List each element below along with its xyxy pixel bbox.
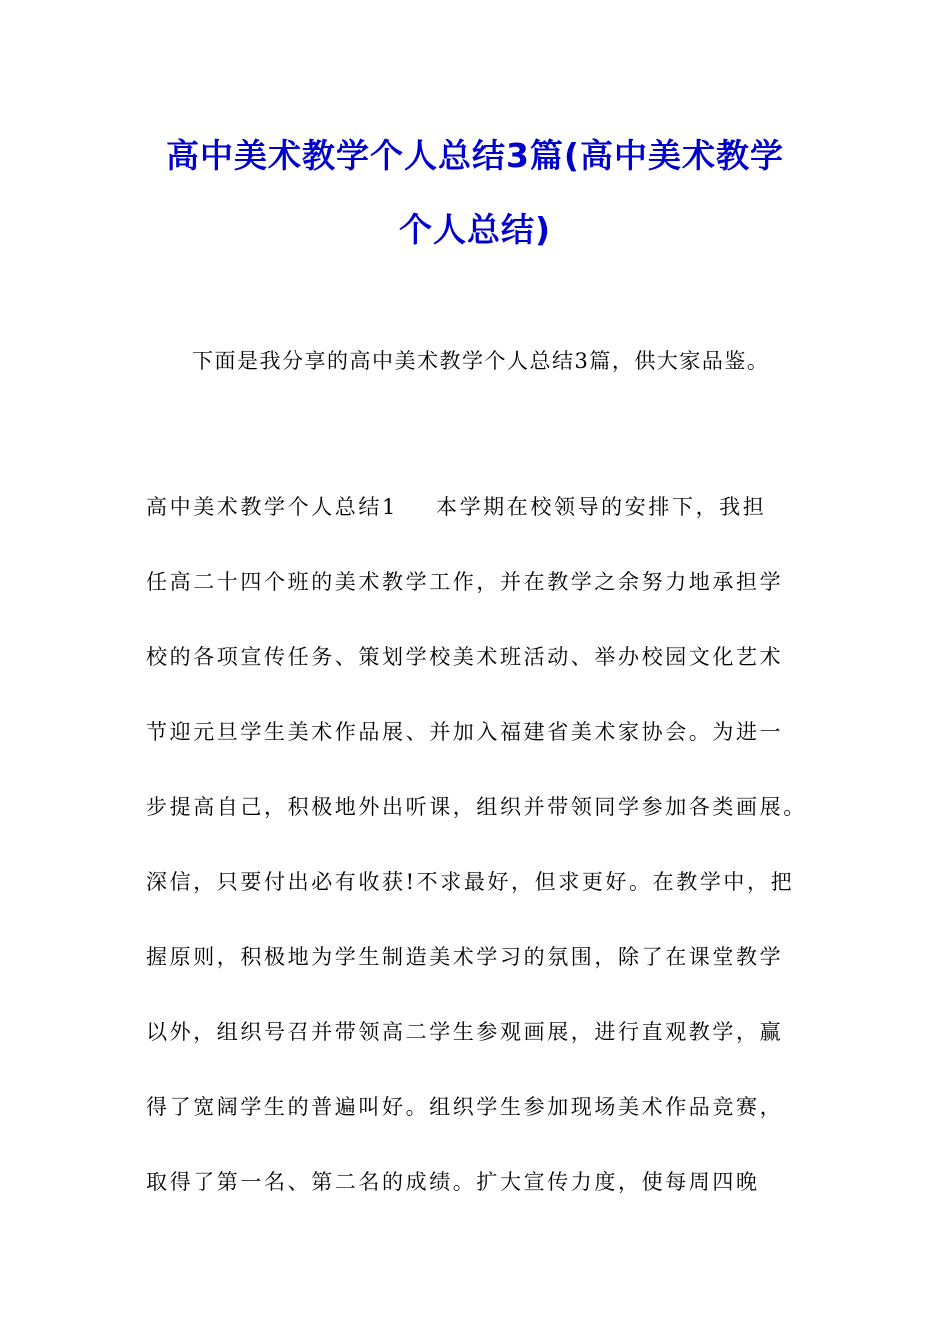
body-line-9: 得了宽阔学生的普遍叫好。组织学生参加现场美术作品竞赛，	[146, 1095, 784, 1119]
body-line-10: 取得了第一名、第二名的成绩。扩大宣传力度，使每周四晚	[146, 1170, 760, 1194]
document-title-line-2: 个人总结)	[398, 210, 552, 249]
body-line-7: 握原则，积极地为学生制造美术学习的氛围，除了在课堂教学	[146, 945, 784, 969]
body-line-1	[146, 492, 766, 522]
document-title-line-1: 高中美术教学个人总结3篇(高中美术教学	[165, 136, 785, 175]
body-line-5: 步提高自己，积极地外出听课，组织并带领同学参加各类画展。	[146, 795, 807, 819]
body-line-6: 深信，只要付出必有收获!不求最好，但求更好。在教学中，把	[146, 870, 795, 894]
intro-paragraph: 下面是我分享的高中美术教学个人总结3篇，供大家品鉴。	[192, 349, 770, 373]
section-heading: 高中美术教学个人总结1	[146, 495, 398, 519]
body-text: 本学期在校领导的安排下，我担	[435, 495, 767, 519]
body-line-4: 节迎元旦学生美术作品展、并加入福建省美术家协会。为进一	[146, 720, 784, 744]
body-line-2: 任高二十四个班的美术教学工作，并在教学之余努力地承担学	[146, 570, 784, 594]
body-line-8: 以外，组织号召并带领高二学生参观画展，进行直观教学，赢	[146, 1020, 784, 1044]
body-line-3: 校的各项宣传任务、策划学校美术班活动、举办校园文化艺术	[146, 645, 784, 669]
